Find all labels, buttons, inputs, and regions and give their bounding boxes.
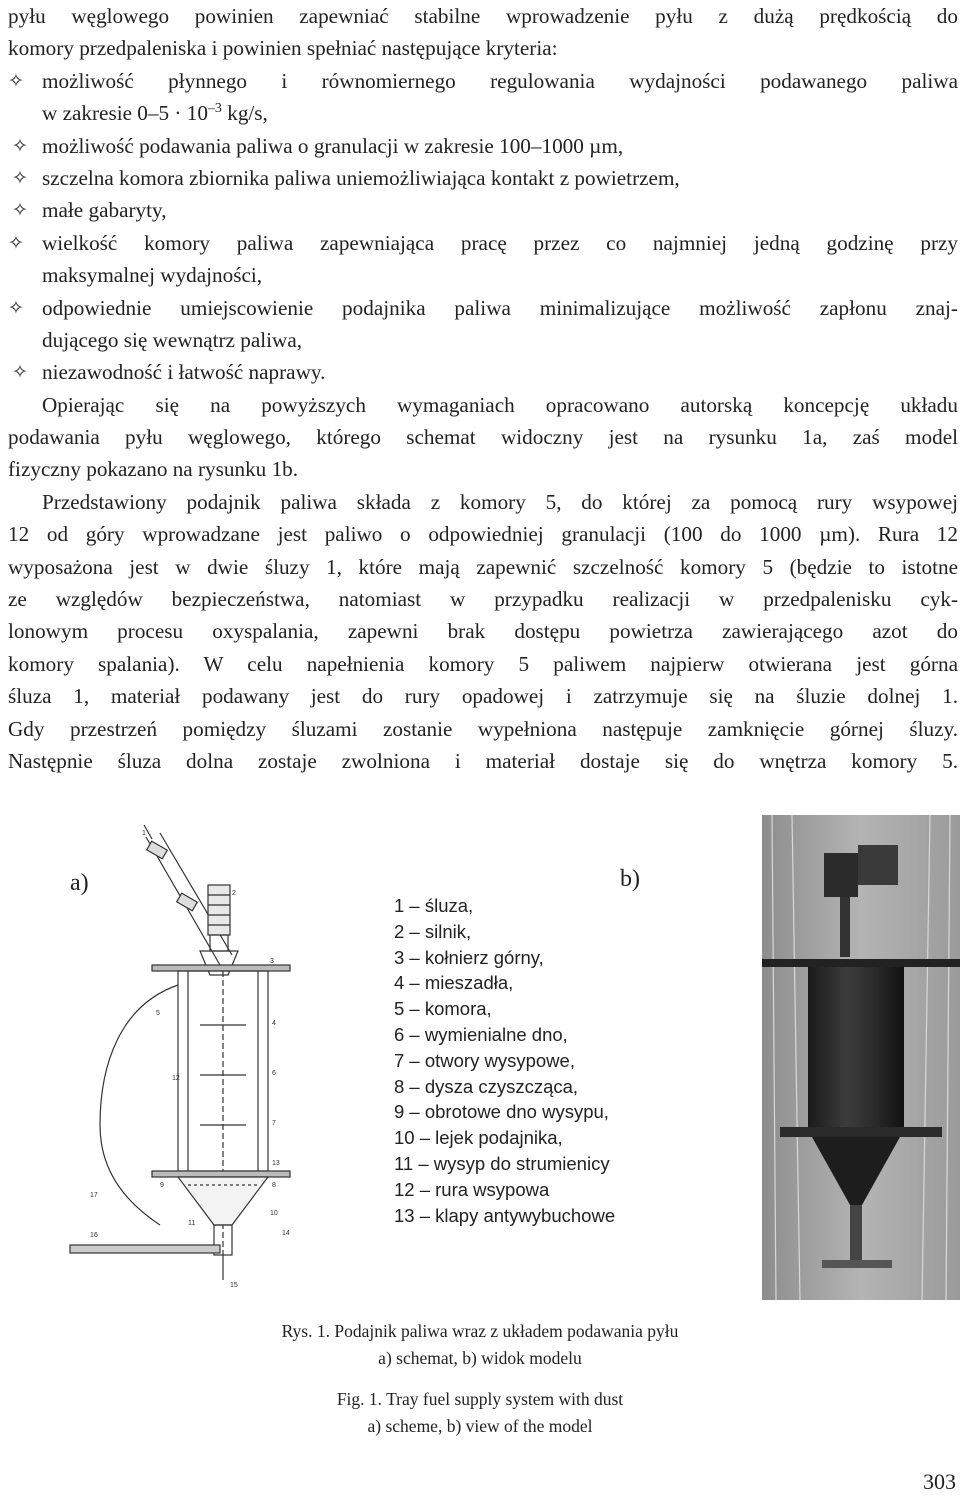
- legend-item: 13 – klapy antywybuchowe: [394, 1204, 616, 1226]
- svg-text:5: 5: [156, 1010, 160, 1017]
- legend-item: 10 – lejek podajnika,: [394, 1127, 563, 1149]
- svg-text:11: 11: [188, 1220, 196, 1227]
- bullet-item: ✧ możliwość płynnego i równomiernego regulowania wydajności podawanego paliwa: [8, 65, 958, 97]
- paragraph-line: fizyczny pokazano na rysunku 1b.: [8, 457, 299, 482]
- bullet-item: ✧ małe gabaryty,: [8, 194, 958, 226]
- paragraph-line: wyposażona jest w dwie śluzy 1, które mają zapewnić szczelność komory 5 (będzie to istotne: [8, 554, 958, 579]
- legend-item: 7 – otwory wysypowe,: [394, 1049, 575, 1071]
- bullet-icon: ✧: [12, 361, 28, 384]
- bullet-continuation: w zakresie $0-5 \cdot 10^{-3}$ kg/s,: [42, 101, 268, 126]
- caption-pl-line1: Rys. 1. Podajnik paliwa wraz z układem podawania pyłu: [281, 1321, 679, 1341]
- page-number: 303: [923, 1469, 956, 1494]
- legend-item: 5 – komora,: [394, 998, 492, 1020]
- paragraph-line: Gdy przestrzeń pomiędzy śluzami zostanie wypełniona następuje zamknięcie górnej śluzy.: [8, 716, 958, 741]
- legend-item: 1 – śluza,: [394, 895, 474, 916]
- paragraph-line: komory spalania). W celu napełnienia komory 5 paliwem najpierw otwierana jest górna: [8, 651, 958, 676]
- bullet-icon: ✧: [8, 69, 24, 92]
- model-photo: [762, 815, 960, 1300]
- svg-text:13: 13: [272, 1160, 280, 1167]
- bullet-continuation: maksymalnej wydajności,: [42, 263, 263, 288]
- paragraph-line: 12 od góry wprowadzane jest paliwo o odpowiedniej granulacji (100 do 1000 µm). Rura 12: [8, 522, 958, 547]
- svg-text:1: 1: [142, 830, 146, 837]
- body-text: [8, 0, 958, 777]
- paragraph-line: śluza 1, materiał podawany jest do rury opadowej i zatrzymuje się na śluzie dolnej 1.: [8, 684, 958, 709]
- svg-text:15: 15: [230, 1282, 238, 1289]
- svg-text:6: 6: [272, 1070, 276, 1077]
- legend-item: 4 – mieszadła,: [394, 972, 514, 994]
- paragraph-line: ze względów bezpieczeństwa, natomiast w przypadku realizacji w przedpalenisku cyk-: [8, 587, 958, 612]
- legend-item: 11 – wysyp do strumienicy: [394, 1152, 610, 1174]
- svg-text:10: 10: [270, 1210, 278, 1217]
- svg-text:14: 14: [282, 1230, 290, 1237]
- bullet-continuation: dującego się wewnątrz paliwa,: [42, 327, 303, 352]
- bullet-item: ✧ niezawodność i łatwość naprawy.: [8, 356, 958, 388]
- svg-text:4: 4: [272, 1020, 276, 1027]
- svg-text:17: 17: [90, 1192, 98, 1199]
- legend-item: 2 – silnik,: [394, 920, 472, 942]
- svg-text:2: 2: [232, 890, 236, 897]
- svg-text:16: 16: [90, 1232, 98, 1239]
- svg-text:9: 9: [160, 1182, 164, 1189]
- svg-text:12: 12: [172, 1075, 180, 1082]
- bullet-item: ✧ możliwość podawania paliwa o granulacji w zakresie 100–1000 µm,: [8, 130, 958, 162]
- bullet-item: ✧ szczelna komora zbiornika paliwa uniemożliwiająca kontakt z powietrzem,: [8, 162, 958, 194]
- legend-item: 12 – rura wsypowa: [394, 1178, 550, 1200]
- legend-item: 8 – dysza czyszcząca,: [394, 1075, 579, 1097]
- figure-label-a: a): [70, 870, 89, 896]
- paragraph-line: lonowym procesu oxyspalania, zapewni brak dostępu powietrza zawierającego azot do: [8, 619, 958, 644]
- bullet-item: ✧ wielkość komory paliwa zapewniająca pracę przez co najmniej jedną godzinę przy: [8, 227, 958, 259]
- svg-text:8: 8: [272, 1182, 276, 1189]
- feeder-schematic: [60, 825, 310, 1300]
- bullet-icon: ✧: [8, 296, 24, 319]
- paragraph-line: podawania pyłu węglowego, którego schemat widoczny jest na rysunku 1a, zaś model: [8, 425, 958, 450]
- legend-item: 9 – obrotowe dno wysypu,: [394, 1101, 609, 1123]
- bullet-icon: ✧: [12, 134, 28, 157]
- caption-pl-line2: a) schemat, b) widok modelu: [378, 1348, 582, 1368]
- bullet-item: ✧ odpowiednie umiejscowienie podajnika paliwa minimalizujące możliwość zapłonu znaj-: [8, 292, 958, 324]
- figure-legend: [394, 893, 615, 1228]
- text-line: komory przedpaleniska i powinien spełniać następujące kryteria:: [8, 36, 558, 61]
- paragraph-line: Przedstawiony podajnik paliwa składa z komory 5, do której za pomocą rury wsypowej: [42, 489, 958, 514]
- caption-en-line1: Fig. 1. Tray fuel supply system with dust: [336, 1389, 624, 1409]
- svg-text:3: 3: [270, 958, 274, 965]
- legend-item: 6 – wymienialne dno,: [394, 1023, 568, 1045]
- legend-item: 3 – kołnierz górny,: [394, 946, 544, 968]
- paragraph-line: Opierając się na powyższych wymaganiach opracowano autorską koncepcję układu: [42, 392, 958, 417]
- caption-en-line2: a) scheme, b) view of the model: [367, 1416, 593, 1436]
- bullet-icon: ✧: [12, 199, 28, 222]
- bullet-icon: ✧: [8, 231, 24, 254]
- text-line: pyłu węglowego powinien zapewniać stabilne wprowadzenie pyłu z dużą prędkością do: [8, 4, 958, 28]
- bullet-icon: ✧: [12, 166, 28, 189]
- figure-label-b: b): [620, 866, 640, 892]
- paragraph-line: Następnie śluza dolna zostaje zwolniona i materiał dostaje się do wnętrza komory 5.: [8, 748, 958, 773]
- svg-text:7: 7: [272, 1120, 276, 1127]
